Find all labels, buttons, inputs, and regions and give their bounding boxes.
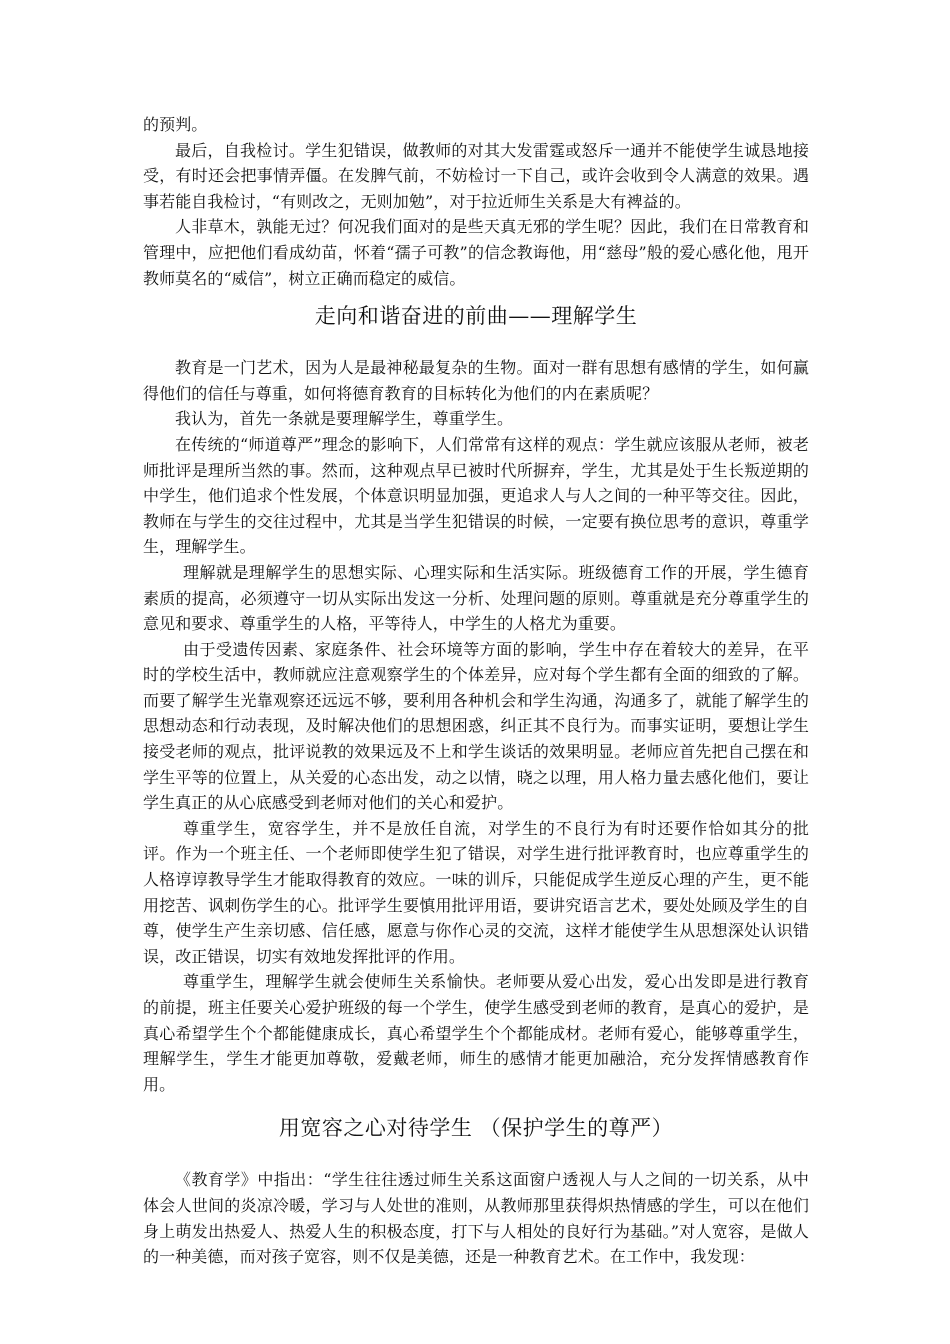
paragraph: 理解就是理解学生的思想实际、心理实际和生活实际。班级德育工作的开展，学生德育素质的提高，必须遵守一切从实际出发这一分析、处理问题的原则。尊重就是充分尊重学生的意见和要求、尊重学生的人格，平等待人，中学生的人格尤为重要。 — [143, 562, 809, 634]
paragraph: 在传统的“师道尊严”理念的影响下，人们常常有这样的观点：学生就应该服从老师，被老师批评是理所当然的事。然而，这种观点早已被时代所摒弃，学生，尤其是处于生长叛逆期的中学生，他们追求个性发展，个体意识明显加强，更追求人与人之间的一种平等交往。因此，教师在与学生的交往过程中，尤其是当学生犯错误的时候，一定要有换位思考的意识，尊重学生，理解学生。 — [143, 434, 809, 557]
section-heading: 走向和谐奋进的前曲——理解学生 — [314, 304, 638, 329]
paragraph: 我认为，首先一条就是要理解学生，尊重学生。 — [175, 409, 514, 429]
document-page — [143, 112, 809, 1270]
section-heading: 用宽容之心对待学生 （保护学生的尊严） — [278, 1116, 674, 1141]
paragraph: 人非草木，孰能无过？何况我们面对的是些天真无邪的学生呢？因此，我们在日常教育和管理中，应把他们看成幼苗，怀着“孺子可教”的信念教诲他，用“慈母”般的爱心感化他，甩开教师莫名的“威信”，树立正确而稳定的威信。 — [143, 217, 809, 288]
paragraph: 教育是一门艺术，因为人是最神秘最复杂的生物。面对一群有思想有感情的学生，如何赢得他们的信任与尊重，如何将德育教育的目标转化为他们的内在素质呢？ — [143, 358, 809, 403]
paragraph: 的预判。 — [143, 115, 208, 134]
paragraph: 由于受遗传因素、家庭条件、社会环境等方面的影响，学生中存在着较大的差异，在平时的学校生活中，教师就应注意观察学生的个体差异，应对每个学生都有全面的细致的了解。而要了解学生光靠观察还远远不够，要利用各种机会和学生沟通，沟通多了，就能了解学生的思想动态和行动表现，及时解决他们的思想困惑，纠正其不良行为。而事实证明，要想让学生接受老师的观点，批评说教的效果远及不上和学生谈话的效果明显。老师应首先把自己摆在和学生平等的位置上，从关爱的心态出发，动之以情，晓之以理，用人格力量去感化他们，要让学生真正的从心底感受到老师对他们的关心和爱护。 — [143, 639, 809, 813]
paragraph: 尊重学生，宽容学生，并不是放任自流，对学生的不良行为有时还要作恰如其分的批评。作为一个班主任、一个老师即使学生犯了错误，对学生进行批评教育时，也应尊重学生的人格谆谆教导学生才能取得教育的效应。一味的训斥，只能促成学生逆反心理的产生，更不能用挖苦、讽刺伤学生的心。批评学生要慎用批评用语，要讲究语言艺术，要处处顾及学生的自尊，使学生产生亲切感、信任感，愿意与你作心灵的交流，这样才能使学生从思想深处认识错误，改正错误，切实有效地发挥批评的作用。 — [143, 818, 809, 966]
paragraph: 尊重学生，理解学生就会使师生关系愉快。老师要从爱心出发，爱心出发即是进行教育的前提，班主任要关心爱护班级的每一个学生，使学生感受到老师的教育，是真心的爱护，是真心希望学生个个都能健康成长，真心希望学生个个都能成材。老师有爱心，能够尊重学生，理解学生，学生才能更加尊敬，爱戴老师，师生的感情才能更加融洽，充分发挥情感教育作用。 — [143, 972, 809, 1094]
paragraph: 最后，自我检讨。学生犯错误，做教师的对其大发雷霆或怒斥一通并不能使学生诚恳地接受，有时还会把事情弄僵。在发脾气前，不妨检讨一下自己，或许会收到令人满意的效果。遇事若能自我检讨，“有则改之，无则加勉”，对于拉近师生关系是大有裨益的。 — [143, 140, 809, 211]
paragraph: 《教育学》中指出：“学生往往透过师生关系这面窗户透视人与人之间的一切关系，从中体会人世间的炎凉冷暖，学习与人处世的准则，从教师那里获得炽热情感的学生，可以在他们身上萌发出热爱人、热爱人生的积极态度，打下与人相处的良好行为基础。”对人宽容，是做人的一种美德，而对孩子宽容，则不仅是美德，还是一种教育艺术。在工作中，我发现： — [143, 1170, 809, 1267]
